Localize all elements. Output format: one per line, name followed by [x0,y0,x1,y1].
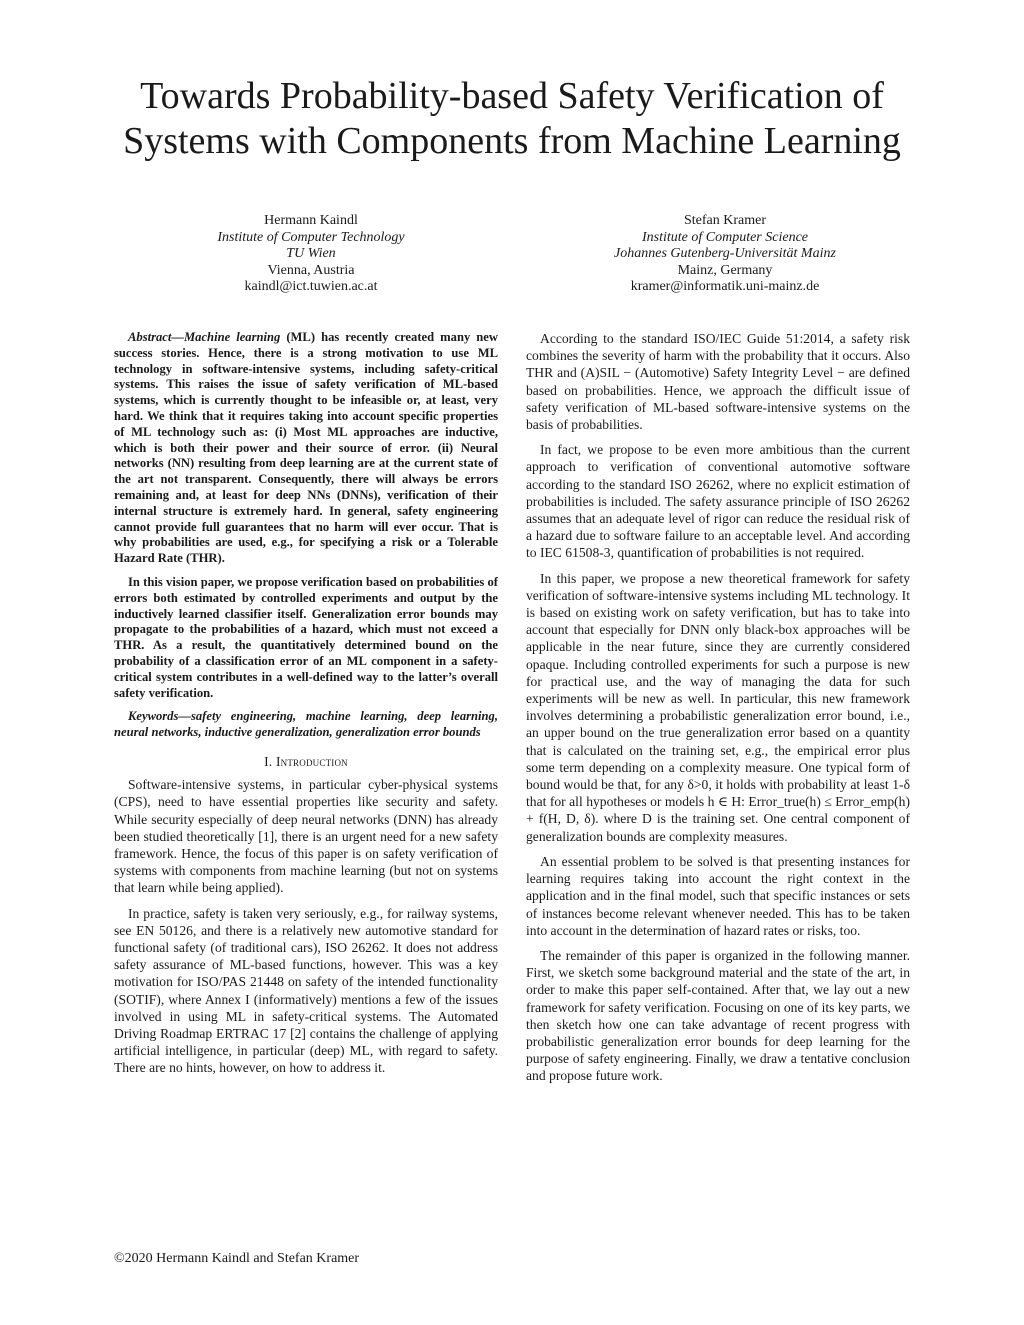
body-paragraph: The remainder of this paper is organized in the following manner. First, we sketch some background material and the state of the art, in order to make this paper self-contained. After that, we lay out a new framework for safety verification. Focusing on one of its key parts, we then sketch how one can take advantage of recent progress with probabilistic generalization error bounds for deep learning for the purpose of safety engineering. Finally, we draw a tentative conclusion and propose future work. [526,947,910,1084]
right-column [526,330,910,1093]
body-paragraph: In fact, we propose to be even more ambitious than the current approach to verification of conventional automotive software according to the standard ISO 26262, where no explicit estimation of probabilities is included. The safety assurance principle of ISO 26262 assumes that an adequate level of rigor can reduce the residual risk of a hazard due to software failure to an acceptable level. And according to IEC 61508-3, quantification of probabilities is not required. [526,442,910,561]
keywords [114,709,498,741]
author-block-1 [141,213,481,296]
author-email: kramer@informatik.uni-mainz.de [630,279,820,294]
abstract-paragraph-2: In this vision paper, we propose verification based on probabilities of errors both estimated by controlled experiments and output by the inductively learned classifier itself. Generalization error bounds may propagate to the probabilities of a hazard, which must not exceed a THR. As a result, the quantitatively determined bound on the probability of a classification error of an ML component in a safety-critical system contributes in a well-defined way to the latter’s overall safety verification. [114,574,498,700]
section-number: I. [264,753,273,769]
abstract-body-1: (ML) has recently created many new success stories. Hence, there is a strong motivation to use ML technology in software-intensive systems, including safety-critical systems. This raises the issue of safety verification of ML-based systems, which is currently thought to be infeasible or, at least, very hard. We think that it requires taking into account specific properties of ML technology such as: (i) Most ML approaches are inductive, which is both their power and their source of error. (ii) Neural networks (NN) resulting from deep learning are at the current state of the art not transparent. Consequently, there will always be errors remaining and, at least for deep NNs (DNNs), verification of their internal structure is extremely hard. In general, safety engineering cannot provide full guarantees that no harm will ever occur. That is why probabilities are used, e.g., for specifying a risk or a Tolerable Hazard Rate (THR). [114,330,498,566]
author-institute: Institute of Computer Science [641,229,809,245]
body-paragraph: According to the standard ISO/IEC Guide 51:2014, a safety risk combines the severity of harm with the probability that it occurs. Also THR and (A)SIL − (Automotive) Safety Integrity Level − are defined based on probabilities. Hence, we approach the difficult issue of safety verification of ML-based software-intensive systems on the basis of probabilities. [526,331,910,433]
author-block-2 [555,213,895,296]
body-paragraph: In this paper, we propose a new theoretical framework for safety verification of software-intensive systems including ML technology. It is based on existing work on safety verification, but has to take into account that especially for DNN only black-box approaches will be applicable in the near future, since they are currently considered opaque. Including controlled experiments for such a purpose is new for practical use, and the way of managing the data for such experiments will be new as well. In particular, this new framework involves determining a probabilistic generalization error bound, i.e., an upper bound on the true generalization error based on a quantity that is calculated on the training set, e.g., the empirical error plus some term depending on a complexity measure. One typical form of bound would be that, for any δ>0, it holds with probability at least 1-δ that for all hypotheses or models h ∈ H: Error_true(h) ≤ Error_emp(h) + f(H, D, δ). where D is the training set. One central component of generalization bounds are complexity measures. [526,570,910,844]
section-title: Introduction [275,753,348,769]
section-heading [114,753,498,770]
abstract [114,330,498,701]
author-email: kaindl@ict.tuwien.ac.at [244,279,378,294]
author-location: Mainz, Germany [677,262,773,278]
author-name: Hermann Kaindl [264,213,358,228]
author-institute: Institute of Computer Technology [217,229,405,245]
keywords-text: Keywords—safety engineering, machine learning, deep learning, neural networks, inductive generalization, generalization error bounds [114,709,498,740]
paper-title [40,74,984,164]
author-location: Vienna, Austria [267,262,355,278]
title-line-1: Towards Probability-based Safety Verification of [140,75,884,117]
body-paragraph: Software-intensive systems, in particular cyber-physical systems (CPS), need to have essential properties like security and safety. While security especially of deep neural networks (DNN) has already been studied theoretically [1], there is an urgent need for a new safety framework. Hence, the focus of this paper is on safety verification of systems with components from machine learning (but not on systems that learn while being applied). [114,777,498,896]
copyright-footer: ©2020 Hermann Kaindl and Stefan Kramer [114,1251,360,1266]
body-paragraph: An essential problem to be solved is that presenting instances for learning requires taking into account the right context in the application and in the final model, such that specific instances or sets of instances become relevant whenever needed. This has to be taken into account in the determination of hazard rates or risks, too. [526,853,910,938]
author-name: Stefan Kramer [683,213,767,228]
title-line-2: Systems with Components from Machine Learning [123,120,901,162]
body-paragraph: In practice, safety is taken very seriously, e.g., for railway systems, see EN 50126, and there is a relatively new automotive standard for functional safety (of traditional cars), ISO 26262. It does not address safety assurance of ML-based functions, however. This was a key motivation for ISO/PAS 21448 on safety of the intended functionality (SOTIF), where Annex I (informatively) mentions a few of the issues involved in using ML in safety-critical systems. The Automated Driving Roadmap ERTRAC 17 [2] contains the challenge of applying artificial intelligence, in particular (deep) ML, with regard to safety. There are no hints, however, on how to address it. [114,905,498,1076]
author-university: Johannes Gutenberg-Universität Mainz [614,246,836,261]
left-column [114,330,498,1085]
author-university: TU Wien [286,246,336,261]
abstract-lead: Abstract—Machine learning [128,330,281,344]
abstract-paragraph-1 [114,330,498,567]
